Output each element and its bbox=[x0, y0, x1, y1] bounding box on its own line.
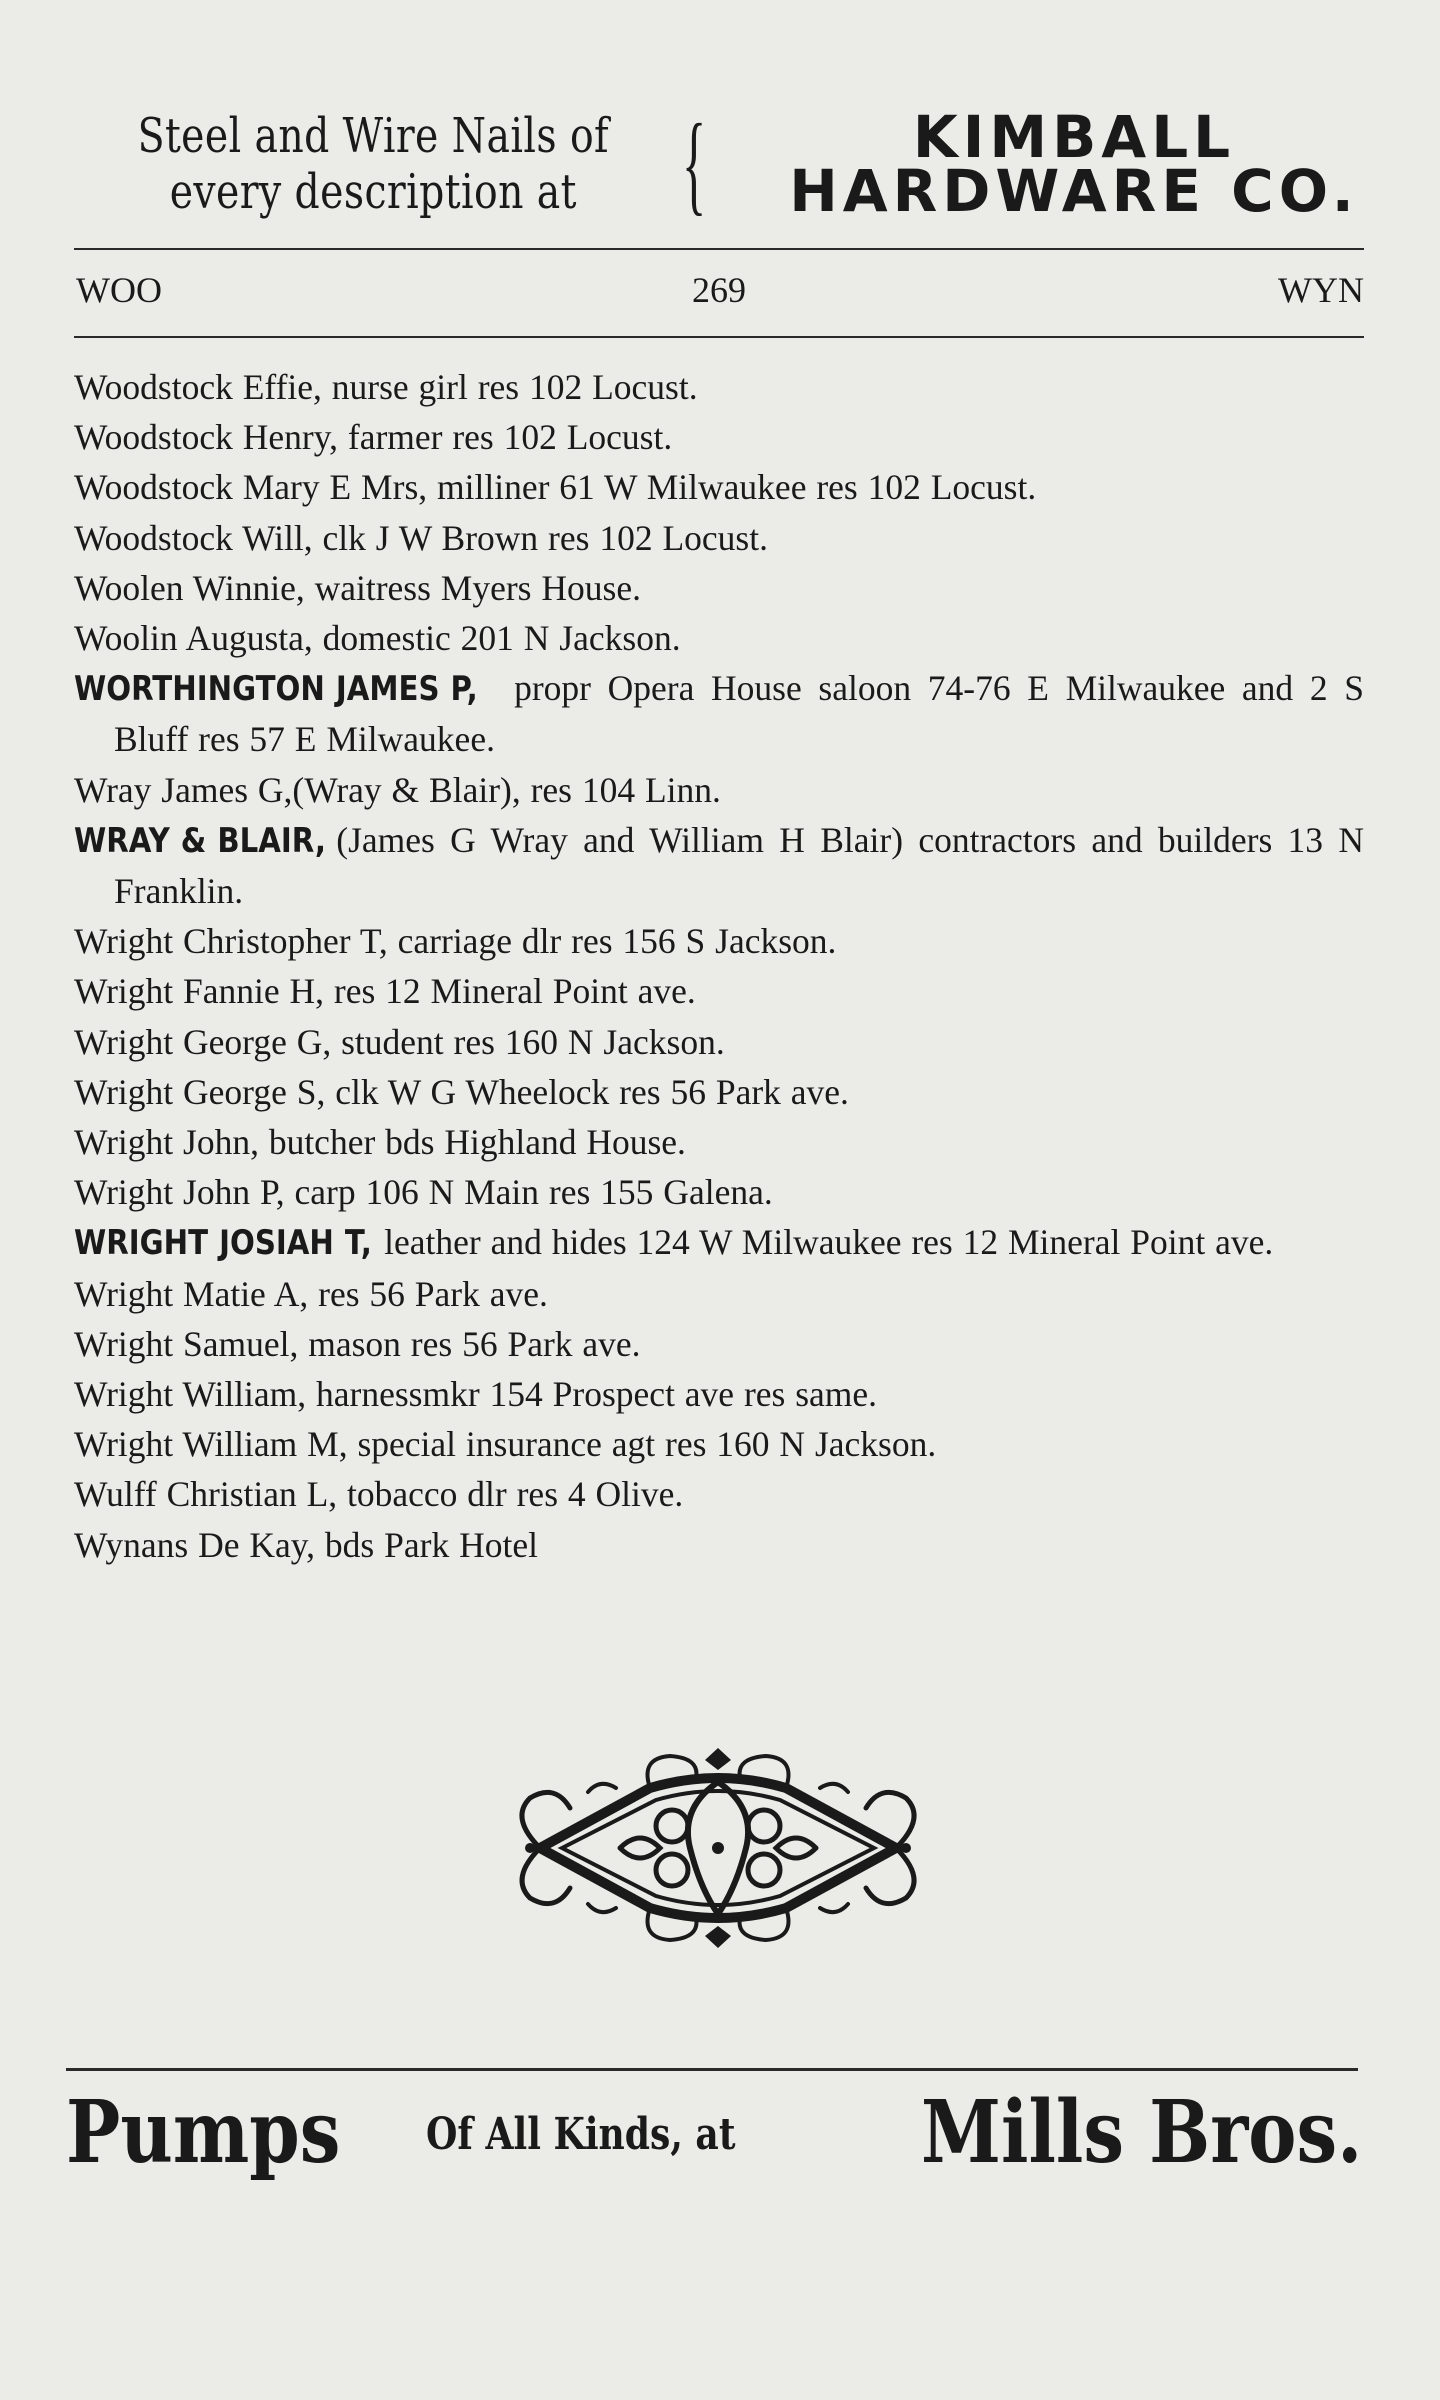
directory-entry bbox=[74, 1017, 1364, 1067]
entry-text: Wright Samuel, mason res 56 Park ave. bbox=[74, 1323, 641, 1364]
entry-text: Woolen Winnie, waitress Myers House. bbox=[74, 567, 641, 608]
entry-text: Wright John, butcher bds Highland House. bbox=[74, 1122, 686, 1163]
entry-name-bold: WRIGHT JOSIAH T, bbox=[74, 1223, 372, 1264]
running-head-right: WYN bbox=[1278, 270, 1364, 310]
top-ad-line-1: Steel and Wire Nails of bbox=[137, 108, 610, 164]
entry-text: Woolin Augusta, domestic 201 N Jackson. bbox=[74, 618, 681, 659]
entry-name-bold: WORTHINGTON JAMES P, bbox=[74, 669, 478, 710]
entry-text: Wright John P, carp 106 N Main res 155 Galena. bbox=[74, 1172, 773, 1213]
directory-entry bbox=[74, 462, 1364, 512]
entry-text: Wynans De Kay, bds Park Hotel bbox=[74, 1524, 538, 1565]
directory-entry bbox=[74, 1520, 1364, 1570]
directory-entry bbox=[74, 1067, 1364, 1117]
brace-icon: { bbox=[682, 102, 707, 226]
directory-entry bbox=[74, 966, 1364, 1016]
directory-entry bbox=[74, 1369, 1364, 1419]
bottom-ad-pumps: Pumps bbox=[66, 2082, 341, 2183]
entry-text: Wright Christopher T, carriage dlr res 156 S Jackson. bbox=[74, 921, 837, 962]
directory-entry bbox=[74, 1217, 1364, 1268]
directory-entry bbox=[74, 1167, 1364, 1217]
directory-entry bbox=[74, 916, 1364, 966]
entry-text: Wright William M, special insurance agt res 160 N Jackson. bbox=[74, 1424, 937, 1465]
directory-entry bbox=[74, 1469, 1364, 1519]
bottom-rule bbox=[66, 2068, 1358, 2071]
page-number: 269 bbox=[692, 270, 746, 310]
entry-text: Wright William, harnessmkr 154 Prospect ave res same. bbox=[74, 1374, 878, 1415]
entry-text: Wulff Christian L, tobacco dlr res 4 Olive. bbox=[74, 1474, 684, 1515]
entry-text: Woodstock Will, clk J W Brown res 102 Locust. bbox=[74, 517, 768, 558]
directory-entry bbox=[74, 815, 1364, 916]
directory-entry bbox=[74, 1419, 1364, 1469]
top-ad-brand bbox=[714, 103, 1434, 225]
running-head bbox=[74, 268, 1364, 312]
entry-text: Wray James G,(Wray & Blair), res 104 Linn. bbox=[74, 769, 721, 810]
top-ad-line-2: every description at bbox=[169, 164, 577, 220]
directory-entry bbox=[74, 1117, 1364, 1167]
scroll-ornament-icon bbox=[500, 1748, 936, 1948]
entry-text: leather and hides 124 W Milwaukee res 12 Mineral Point ave. bbox=[374, 1222, 1274, 1263]
header-rule bbox=[74, 336, 1364, 338]
entry-name-bold: WRAY & BLAIR, bbox=[74, 820, 326, 861]
entry-text: Wright George S, clk W G Wheelock res 56 Park ave. bbox=[74, 1071, 849, 1112]
directory-entry bbox=[74, 613, 1364, 663]
entry-text: propr Opera House saloon 74-76 E Milwaukee and 2 S Bluff res 57 E Milwaukee. bbox=[114, 668, 1364, 760]
directory-entry bbox=[74, 1319, 1364, 1369]
directory-entry bbox=[74, 765, 1364, 815]
directory-entry bbox=[74, 1269, 1364, 1319]
directory-entry bbox=[74, 362, 1364, 412]
entry-text: Wright Fannie H, res 12 Mineral Point ave. bbox=[74, 971, 696, 1012]
entry-text: Wright Matie A, res 56 Park ave. bbox=[74, 1273, 548, 1314]
brand-line-2: HARDWARE CO. bbox=[789, 157, 1359, 225]
directory-entry bbox=[74, 513, 1364, 563]
top-ad-text bbox=[74, 108, 673, 220]
bottom-ad-of-all-kinds: Of All Kinds, at bbox=[426, 2109, 736, 2160]
directory-entry bbox=[74, 663, 1364, 764]
directory-entry bbox=[74, 412, 1364, 462]
running-head-left: WOO bbox=[76, 270, 162, 310]
directory-listings bbox=[74, 362, 1364, 1570]
directory-entry bbox=[74, 563, 1364, 613]
bottom-advertisement bbox=[66, 2078, 1366, 2208]
entry-text: (James G Wray and William H Blair) contractors and builders 13 N Franklin. bbox=[114, 819, 1364, 912]
entry-text: Woodstock Effie, nurse girl res 102 Locust. bbox=[74, 367, 698, 407]
top-advertisement bbox=[74, 102, 1364, 228]
entry-text: Woodstock Henry, farmer res 102 Locust. bbox=[74, 417, 673, 458]
top-rule bbox=[74, 248, 1364, 250]
entry-text: Woodstock Mary E Mrs, milliner 61 W Milwaukee res 102 Locust. bbox=[74, 467, 1037, 508]
entry-text: Wright George G, student res 160 N Jackson. bbox=[74, 1021, 725, 1062]
bottom-ad-mills-bros: Mills Bros. bbox=[920, 2082, 1362, 2183]
brand-line-1: KIMBALL bbox=[912, 103, 1236, 171]
